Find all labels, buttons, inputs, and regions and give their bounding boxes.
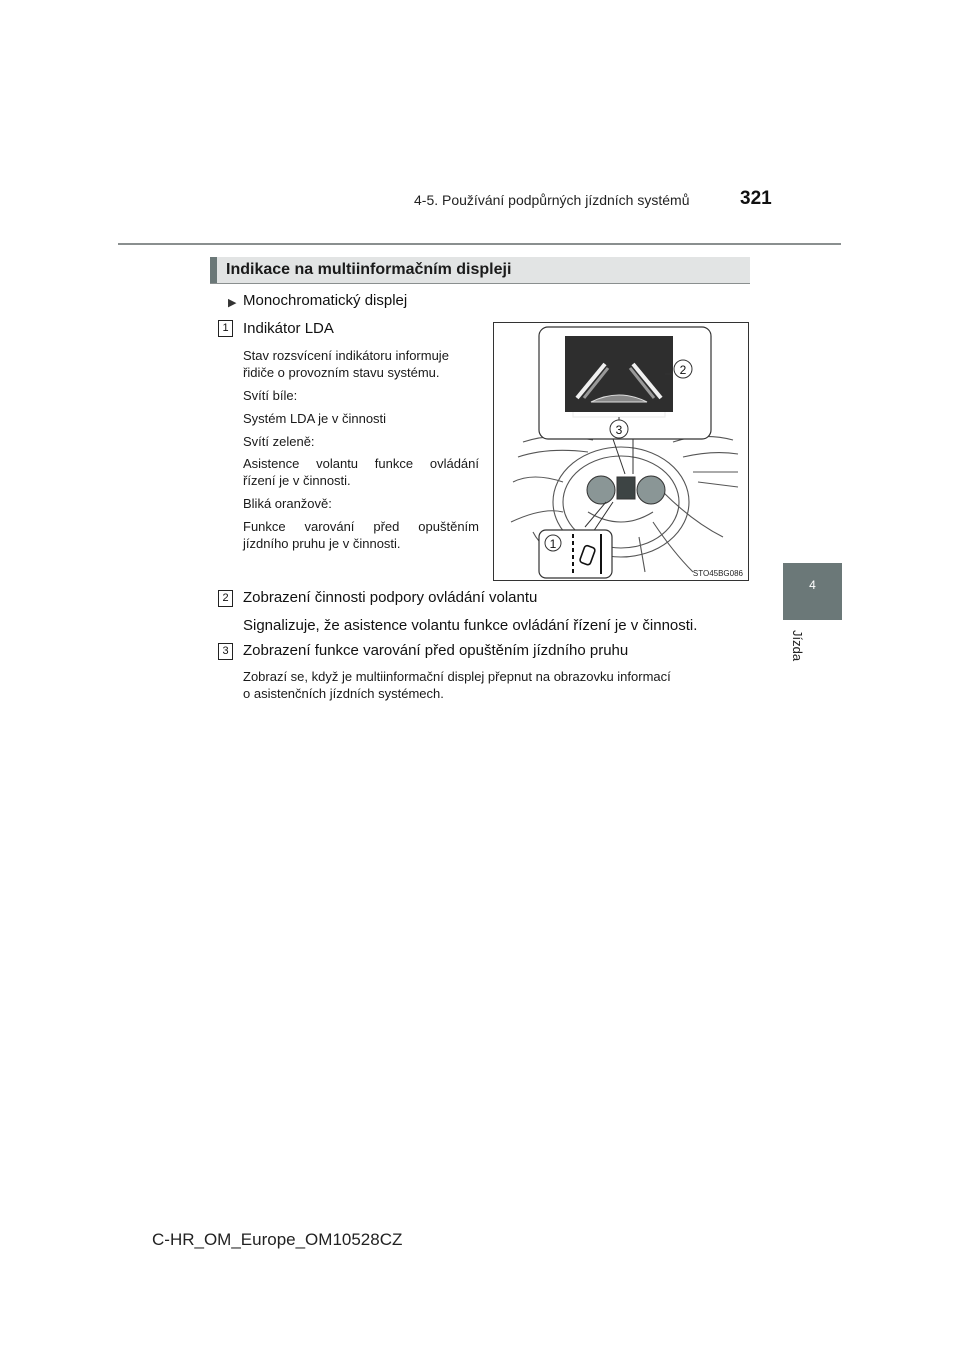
item-3-line: Zobrazí se, když je multiinformační displej přepnut na obrazovku informací: [243, 669, 671, 684]
item-1-line: Stav rozsvícení indikátoru informuje: [243, 348, 449, 363]
item-2-title: Zobrazení činnosti podpory ovládání volantu: [243, 589, 538, 606]
item-number-1: 1: [218, 320, 233, 337]
callout-label: 3: [615, 423, 623, 437]
item-1-line: Svítí zeleně:: [243, 434, 315, 449]
item-1-line: řidiče o provozním stavu systému.: [243, 365, 440, 380]
item-number-2: 2: [218, 590, 233, 607]
chapter-tab-number: 4: [809, 578, 816, 592]
item-1-line: jízdního pruhu je v činnosti.: [243, 536, 401, 551]
chapter-tab-label: Jízda: [790, 630, 805, 662]
callout-label: 1: [549, 537, 557, 551]
item-1-line: Svítí bíle:: [243, 388, 298, 403]
item-number-3: 3: [218, 643, 233, 660]
callout-label: 2: [679, 363, 687, 377]
header-divider: [118, 243, 841, 245]
item-1-line: Funkce varování před opuštěním: [243, 519, 479, 534]
figure-code: STO45BG086: [692, 569, 743, 578]
item-1-line: Systém LDA je v činnosti: [243, 411, 387, 426]
subsection-title: Monochromatický displej: [243, 292, 408, 309]
item-1-line: Bliká oranžově:: [243, 496, 332, 511]
section-heading-accent: [210, 257, 217, 283]
triangle-bullet-icon: ▶: [228, 297, 237, 309]
item-1-line: řízení je v činnosti.: [243, 473, 351, 488]
chapter-title: 4-5. Používání podpůrných jízdních systémů: [414, 192, 690, 208]
item-3-line: o asistenčních jízdních systémech.: [243, 686, 444, 701]
page-number: 321: [740, 188, 772, 209]
item-3-title: Zobrazení funkce varování před opuštěním jízdního pruhu: [243, 642, 629, 659]
document-code: C-HR_OM_Europe_OM10528CZ: [152, 1230, 403, 1249]
item-1-line: Asistence volantu funkce ovládání: [243, 456, 479, 471]
section-heading: Indikace na multiinformačním displeji: [226, 261, 512, 278]
lda-indicator-illustration: [493, 322, 749, 581]
item-1-title: Indikátor LDA: [243, 320, 334, 337]
item-2-text: Signalizuje, že asistence volantu funkce ovládání řízení je v činnosti.: [243, 617, 698, 634]
